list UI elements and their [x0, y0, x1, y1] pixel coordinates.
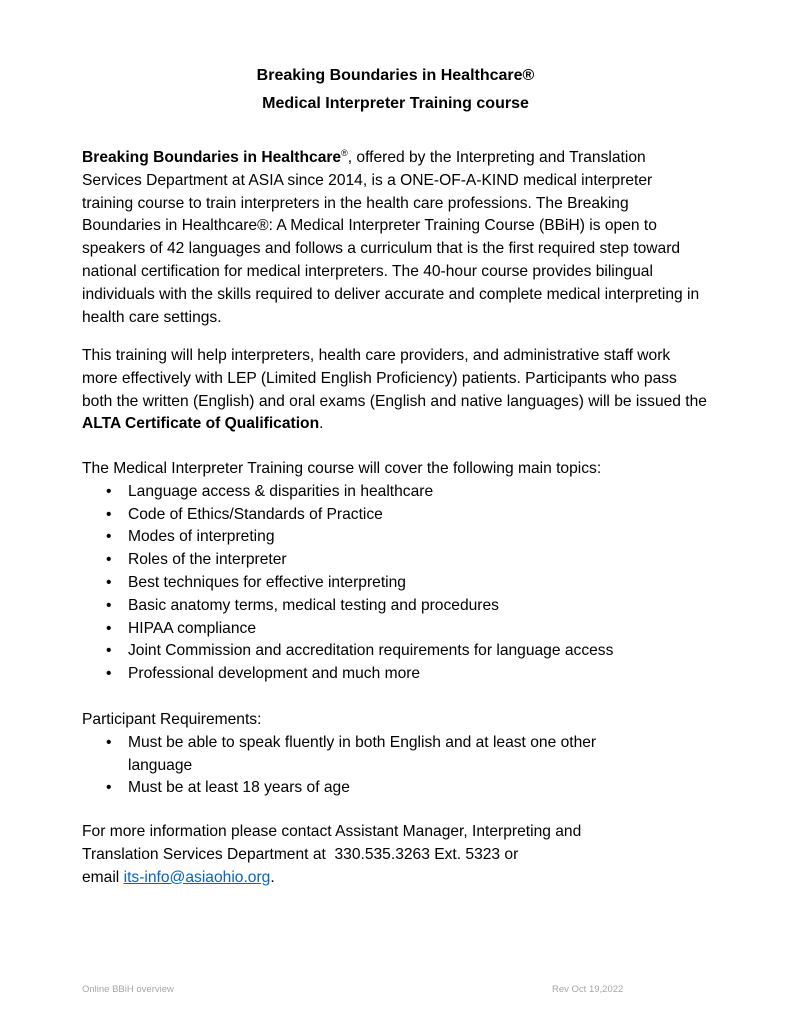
list-item — [82, 663, 707, 686]
bullet-icon: • — [106, 779, 112, 797]
topic-text: Basic anatomy terms, medical testing and procedures — [128, 596, 499, 614]
email-link[interactable]: its-info@asiaohio.org — [123, 868, 271, 886]
training-paragraph — [82, 345, 707, 436]
contact-line3 — [82, 867, 707, 890]
contact-section — [82, 821, 707, 889]
requirement-text: Must be at least 18 years of age — [128, 779, 350, 797]
topics-list — [82, 481, 707, 686]
topic-text: Language access & disparities in healthcare — [128, 482, 434, 500]
registered-mark: ® — [341, 148, 348, 158]
email-suffix: . — [270, 868, 275, 886]
bullet-icon: • — [106, 528, 112, 546]
list-item — [82, 572, 707, 595]
list-item — [82, 777, 707, 800]
list-item — [82, 595, 707, 618]
intro-paragraph — [82, 147, 707, 329]
training-text-end: . — [319, 415, 324, 433]
list-item — [82, 526, 707, 549]
topic-text: HIPAA compliance — [128, 619, 256, 637]
list-item — [82, 640, 707, 663]
contact-line1: For more information please contact Assistant Manager, Interpreting and — [82, 823, 582, 840]
document-title-line1: Breaking Boundaries in Healthcare® — [256, 67, 535, 84]
bullet-icon: • — [106, 482, 112, 500]
bullet-icon: • — [106, 642, 112, 660]
certificate-name: ALTA Certificate of Qualification — [82, 415, 320, 433]
bullet-icon: • — [106, 596, 112, 614]
topic-text: Joint Commission and accreditation requirements for language access — [128, 642, 614, 660]
footer-left: Online BBiH overview — [82, 984, 174, 995]
list-item — [82, 504, 707, 527]
footer-right: Rev Oct 19,2022 — [552, 984, 624, 995]
topic-text: Roles of the interpreter — [128, 551, 287, 569]
list-item — [82, 618, 707, 641]
list-item — [82, 481, 707, 504]
requirements-section — [82, 709, 707, 800]
contact-line2: Translation Services Department at 330.535.3263 Ext. 5323 or — [82, 845, 519, 863]
topic-text: Modes of interpreting — [128, 528, 275, 546]
topic-text: Code of Ethics/Standards of Practice — [128, 505, 383, 523]
list-item — [82, 549, 707, 572]
list-item — [82, 732, 634, 778]
bullet-icon: • — [106, 505, 112, 523]
intro-bold-lead: Breaking Boundaries in Healthcare — [82, 149, 342, 166]
intro-text: , offered by the Interpreting and Translation Services Department at ASIA since 2014, is a ONE-OF-A-KIND medical interpreter training course to train interpreters in the health care professions. The Breaking Boundaries in Healthcare®: A Medical Interpreter Training Course (BBiH) is open to speakers of 42 languages and follows a curriculum that is the first required step toward national certification for medical interpreters. The 40-hour course provides bilingual individuals with the skills required to deliver accurate and complete medical interpreting in health care settings. — [82, 149, 700, 326]
topic-text: Professional development and much more — [128, 665, 421, 683]
requirements-heading: Participant Requirements: — [82, 711, 262, 728]
bullet-icon: • — [106, 665, 112, 683]
bullet-icon: • — [106, 733, 112, 751]
topics-heading: The Medical Interpreter Training course will cover the following main topics: — [82, 460, 602, 477]
bullet-icon: • — [106, 619, 112, 637]
topics-section — [82, 458, 707, 686]
bullet-icon: • — [106, 573, 112, 591]
document-title-line2: Medical Interpreter Training course — [262, 95, 529, 112]
requirements-list — [82, 732, 707, 800]
requirement-text: Must be able to speak fluently in both English and at least one other language — [128, 733, 597, 774]
topic-text: Best techniques for effective interpreting — [128, 573, 406, 591]
email-prefix: email — [82, 868, 124, 886]
bullet-icon: • — [106, 551, 112, 569]
training-text: This training will help interpreters, health care providers, and administrative staff work more effectively with LEP (Limited English Proficiency) patients. Participants who pass both the written (English) and oral exams (English and native languages) will be issued the — [82, 347, 707, 410]
